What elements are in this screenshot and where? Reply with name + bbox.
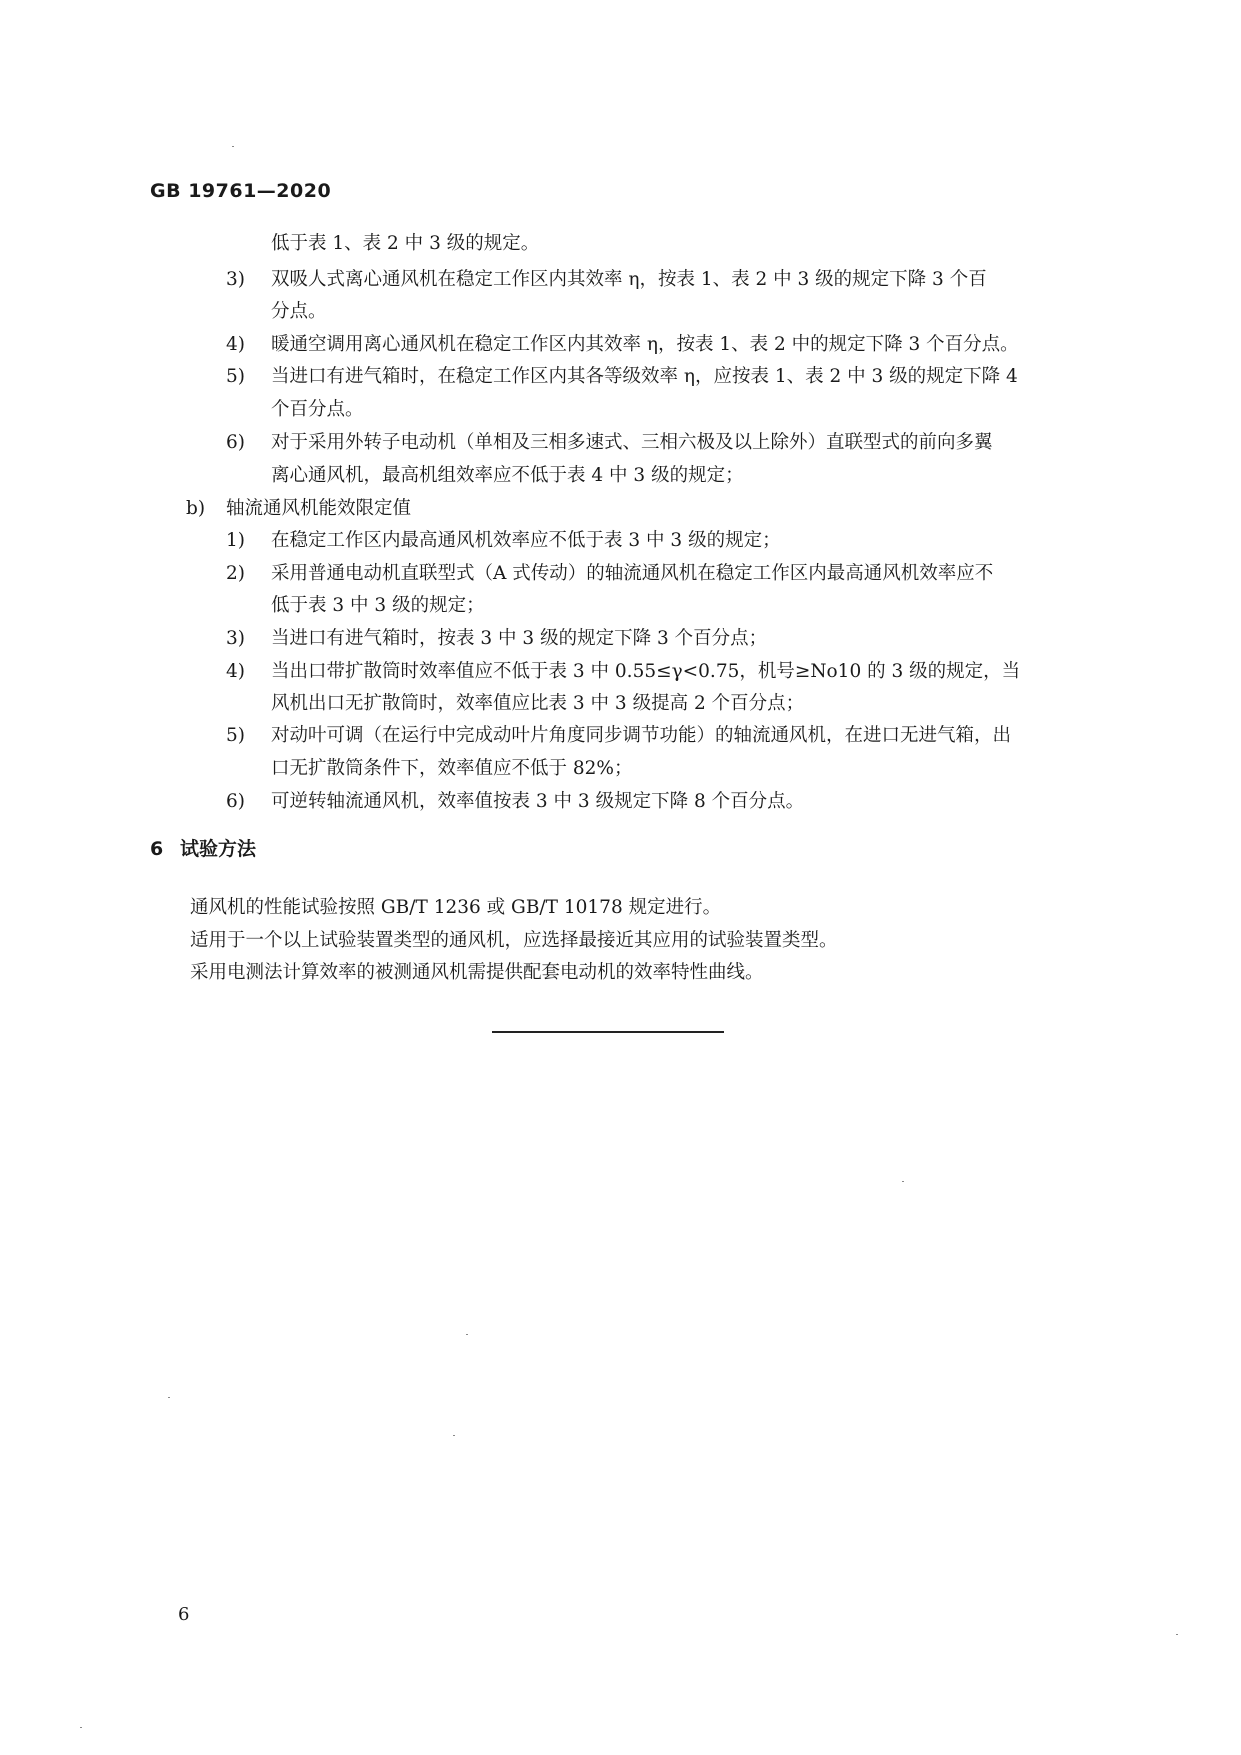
section-6-paragraph-2: 适用于一个以上试验装置类型的通风机，应选择最接近其应用的试验装置类型。 [190,930,838,951]
b-item-4-number: 4) [226,661,245,682]
b-item-2-line-2: 低于表 3 中 3 级的规定； [271,595,485,616]
b-item-1-number: 1) [226,530,245,551]
scan-speck [80,1727,82,1728]
b-item-1-line-1: 在稳定工作区内最高通风机效率应不低于表 3 中 3 级的规定； [271,530,781,551]
section-6-heading [150,834,256,861]
a-item-3-line-2: 分点。 [271,301,327,322]
a-continuation-line: 低于表 1、表 2 中 3 级的规定。 [271,233,540,254]
b-item-2-line-1: 采用普通电动机直联型式（A 式传动）的轴流通风机在稳定工作区内最高通风机效率应不 [271,563,994,584]
a-item-4-number: 4) [226,334,245,355]
a-item-6-line-1: 对于采用外转子电动机（单相及三相多速式、三相六极及以上除外）直联型式的前向多翼 [271,432,993,453]
scan-speck [453,1435,455,1436]
scan-speck [232,146,234,147]
a-item-3-number: 3) [226,269,245,290]
b-item-5-line-2: 口无扩散筒条件下，效率值应不低于 82%； [271,758,633,779]
scan-speck [168,1397,170,1398]
end-of-document-rule [492,1031,724,1033]
a-item-3-line-1: 双吸人式离心通风机在稳定工作区内其效率 η，按表 1、表 2 中 3 级的规定下降 3 个百 [271,269,987,290]
section-6-paragraph-3: 采用电测法计算效率的被测通风机需提供配套电动机的效率特性曲线。 [190,962,764,983]
a-item-4-line-1: 暖通空调用离心通风机在稳定工作区内其效率 η，按表 1、表 2 中的规定下降 3 个百分点。 [271,334,1019,355]
b-item-5-line-1: 对动叶可调（在运行中完成动叶片角度同步调节功能）的轴流通风机，在进口无进气箱，出 [271,725,1012,746]
scan-speck [466,1334,468,1335]
b-item-6-number: 6) [226,791,245,812]
section-6-number: 6 [150,838,164,860]
page-number: 6 [178,1604,190,1625]
b-item-5-number: 5) [226,725,245,746]
b-item-3-number: 3) [226,628,245,649]
a-item-5-line-2: 个百分点。 [271,399,364,420]
b-item-6-line-1: 可逆转轴流通风机，效率值按表 3 中 3 级规定下降 8 个百分点。 [271,791,805,812]
b-title: 轴流通风机能效限定值 [226,498,412,519]
section-6-paragraph-1: 通风机的性能试验按照 GB/T 1236 或 GB/T 10178 规定进行。 [190,897,722,918]
b-item-2-number: 2) [226,563,245,584]
section-6-title: 试验方法 [180,838,257,860]
scan-speck [902,1181,904,1182]
scan-speck [1176,1634,1178,1635]
a-item-6-number: 6) [226,432,245,453]
a-item-6-line-2: 离心通风机，最高机组效率应不低于表 4 中 3 级的规定； [271,465,744,486]
a-item-5-line-1: 当进口有进气箱时，在稳定工作区内其各等级效率 η，应按表 1、表 2 中 3 级的规定下降 4 [271,366,1018,387]
a-item-5-number: 5) [226,366,245,387]
b-item-3-line-1: 当进口有进气箱时，按表 3 中 3 级的规定下降 3 个百分点； [271,628,768,649]
document-header-id: GB 19761—2020 [150,180,332,202]
b-label: b) [186,498,206,519]
b-item-4-line-2: 风机出口无扩散筒时，效率值应比表 3 中 3 级提高 2 个百分点； [271,693,805,714]
b-item-4-line-1: 当出口带扩散筒时效率值应不低于表 3 中 0.55≤γ<0.75，机号≥No10 的 3 级的规定，当 [271,661,1021,682]
